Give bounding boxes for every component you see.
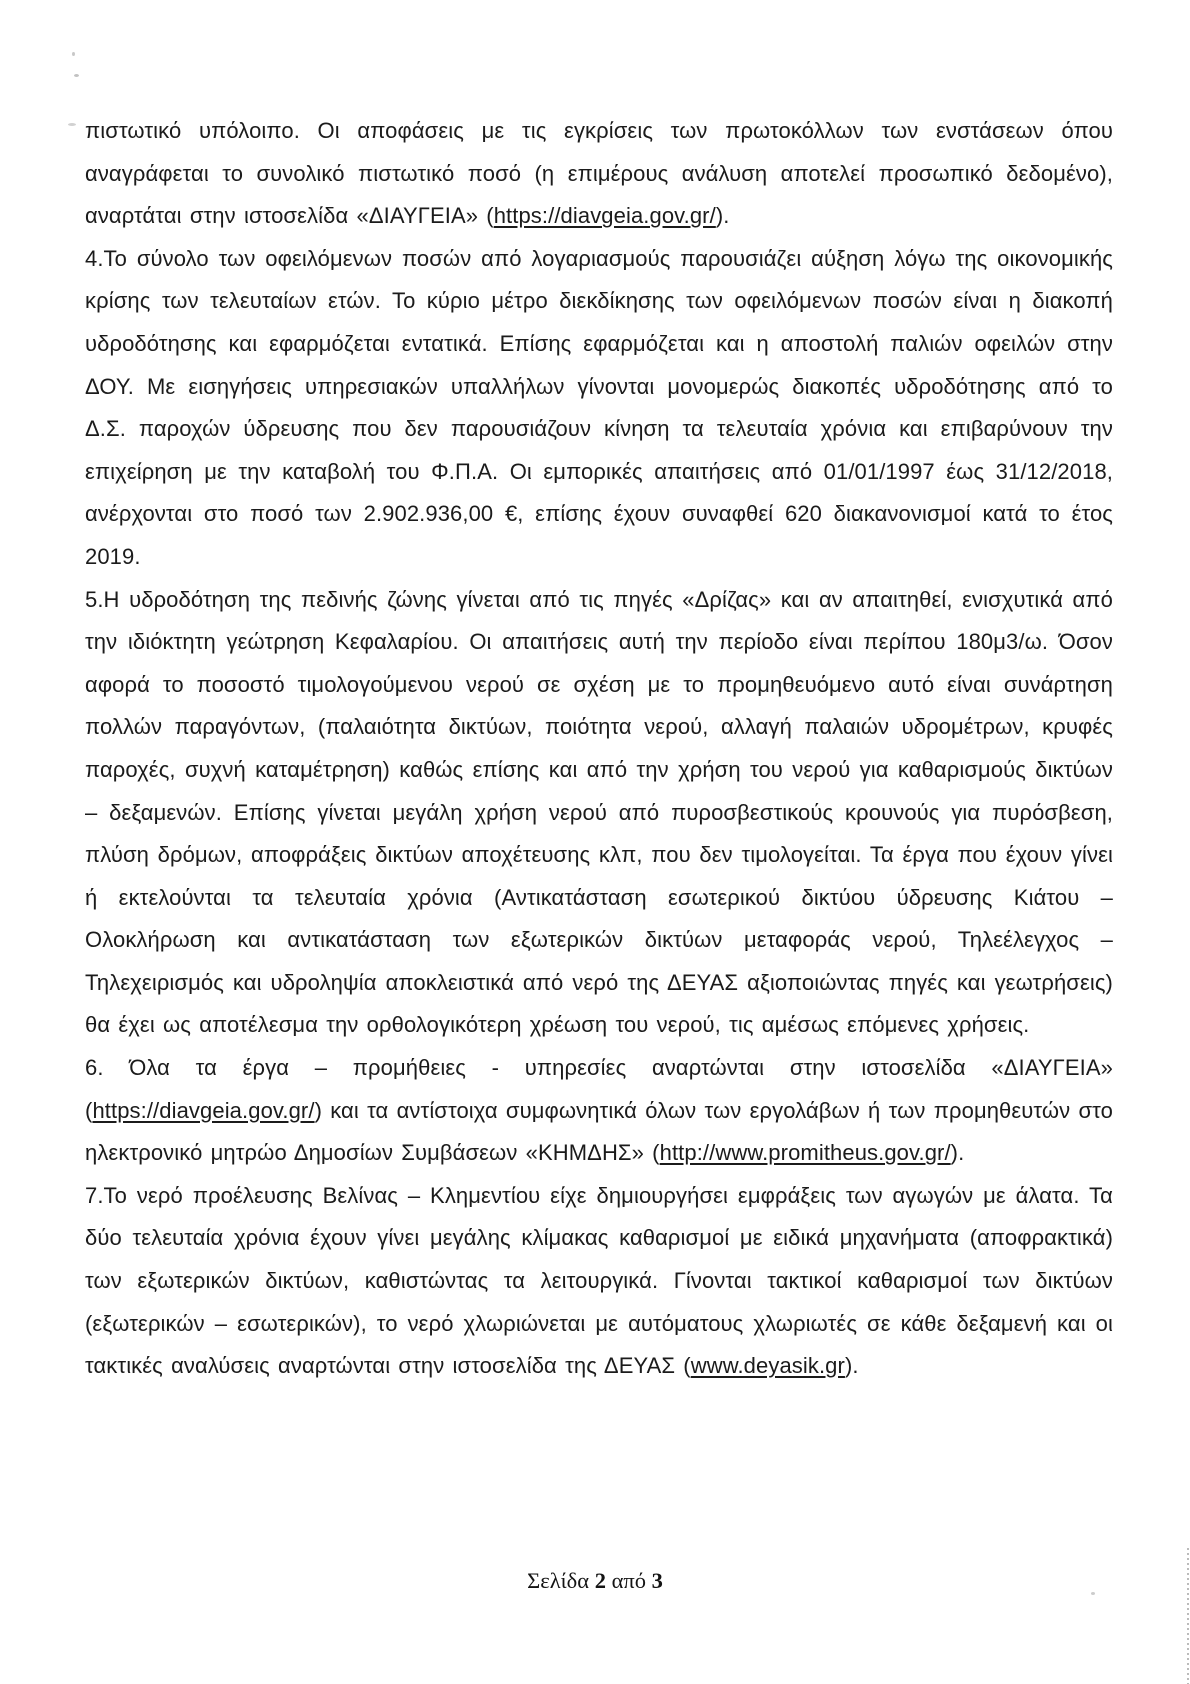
diavgeia-link-2[interactable]: https://diavgeia.gov.gr/ <box>92 1097 315 1123</box>
paragraph-item-7 <box>85 1175 1113 1388</box>
text-run: 6. Όλα τα έργα – προμήθειες - υπηρεσίες αναρτώνται στην ιστοσελίδα «ΔΙΑΥΓΕΙΑ» ( <box>85 1055 1113 1123</box>
paragraph-item-5 <box>85 579 1113 1048</box>
scan-speck <box>68 123 76 126</box>
text-run: ). <box>844 1353 859 1379</box>
footer-total-pages: 3 <box>651 1568 663 1593</box>
text-run: ) και τα αντίστοιχα συμφωνητικά όλων των εργολάβων ή των προμηθευτών στο ηλεκτρονικό μητρώο Δημοσίων Συμβάσεων «ΚΗΜΔΗΣ» ( <box>85 1097 1113 1166</box>
page-footer <box>0 1568 1190 1594</box>
text-run: ). <box>950 1140 965 1166</box>
footer-word-of: από <box>611 1568 646 1593</box>
deyasik-link[interactable]: www.deyasik.gr <box>690 1353 845 1379</box>
text-run: 4.Το σύνολο των οφειλόμενων ποσών από λογαριασμούς παρουσιάζει αύξηση λόγω της οικονομικής κρίσης των τελευταίων ετών. Το κύριο μέτρο διεκδίκησης των οφειλόμενων ποσών είναι η διακοπή υδροδότησης και εφαρμόζεται εντατικά. Επίσης εφαρμόζεται και η αποστολή παλιών οφειλών στην ΔΟΥ. Με εισηγήσεις υπηρεσιακών υπαλλήλων γίνονται μονομερώς διακοπές υδροδότησης από το Δ.Σ. παροχών ύδρευσης που δεν παρουσιάζουν κίνηση τα τελευταία χρόνια και επιβαρύνουν την επιχείρηση με την καταβολή του Φ.Π.Α. Οι εμπορικές απαιτήσεις από 01/01/1997 έως 31/12/2018, ανέρχονται στο ποσό των 2.902.936,00 €, επίσης έχουν συναφθεί 620 διακανονισμοί κατά το έτος 2019. <box>85 245 1113 569</box>
paragraph-item-6 <box>85 1047 1113 1175</box>
document-body <box>85 110 1113 1388</box>
text-run: ). <box>715 203 730 229</box>
footer-word-page: Σελίδα <box>527 1568 590 1593</box>
paragraph-credit-balance <box>85 110 1113 238</box>
scan-speck <box>72 52 75 56</box>
scan-speck <box>74 74 79 77</box>
promitheus-link[interactable]: http://www.promitheus.gov.gr/ <box>659 1140 951 1166</box>
diavgeia-link-1[interactable]: https://diavgeia.gov.gr/ <box>493 203 716 229</box>
text-run: πιστωτικό υπόλοιπο. Οι αποφάσεις με τις εγκρίσεις των πρωτοκόλλων των ενστάσεων όπου αναγράφεται το συνολικό πιστωτικό ποσό (η επιμέρους ανάλυση αποτελεί προσωπικό δεδομένο), αναρτάται στην ιστοσελίδα «ΔΙΑΥΓΕΙΑ» ( <box>85 118 1113 229</box>
text-run: 5.Η υδροδότηση της πεδινής ζώνης γίνεται από τις πηγές «Δρίζας» και αν απαιτηθεί, ενισχυτικά από την ιδιόκτητη γεώτρηση Κεφαλαρίου. Οι απαιτήσεις αυτή την περίοδο είναι περίπου 180μ3/ω. Όσον αφορά το ποσοστό τιμολογούμενου νερού σε σχέση με το προμηθευόμενο αυτό είναι συνάρτηση πολλών παραγόντων, (παλαιότητα δικτύων, ποιότητα νερού, αλλαγή παλαιών υδρομέτρων, κρυφές παροχές, συχνή καταμέτρηση) καθώς επίσης και από την χρήση του νερού για καθαρισμούς δικτύων – δεξαμενών. Επίσης γίνεται μεγάλη χρήση νερού από πυροσβεστικούς κρουνούς για πυρόσβεση, πλύση δρόμων, αποφράξεις δικτύων αποχέτευσης κλπ, που δεν τιμολογείται. Τα έργα που έχουν γίνει ή εκτελούνται τα τελευταία χρόνια (Αντικατάσταση εσωτερικού δικτύου ύδρευσης Κιάτου – Ολοκλήρωση και αντικατάσταση των εξωτερικών δικτύων μεταφοράς νερού, Τηλεέλεγχος – Τηλεχειρισμός και υδροληψία αποκλειστικά από νερό της ΔΕΥΑΣ αξιοποιώντας πηγές και γεωτρήσεις) θα έχει ως αποτέλεσμα την ορθολογικότερη χρέωση του νερού, τις αμέσως επόμενες χρήσεις. <box>85 586 1113 1038</box>
paragraph-item-4 <box>85 238 1113 579</box>
text-run: 7.Το νερό προέλευσης Βελίνας – Κλημεντίου είχε δημιουργήσει εμφράξεις των αγωγών με άλατα. Τα δύο τελευταία χρόνια έχουν γίνει μεγάλης κλίμακας καθαρισμοί με ειδικά μηχανήματα (αποφρακτικά) των εξωτερικών δικτύων, καθιστώντας τα λειτουργικά. Γίνονται τακτικοί καθαρισμοί των δικτύων (εξωτερικών – εσωτερικών), το νερό χλωριώνεται με αυτόματους χλωριωτές σε κάθε δεξαμενή και οι τακτικές αναλύσεις αναρτώνται στην ιστοσελίδα της ΔΕΥΑΣ ( <box>85 1182 1113 1379</box>
footer-current-page: 2 <box>594 1568 606 1593</box>
